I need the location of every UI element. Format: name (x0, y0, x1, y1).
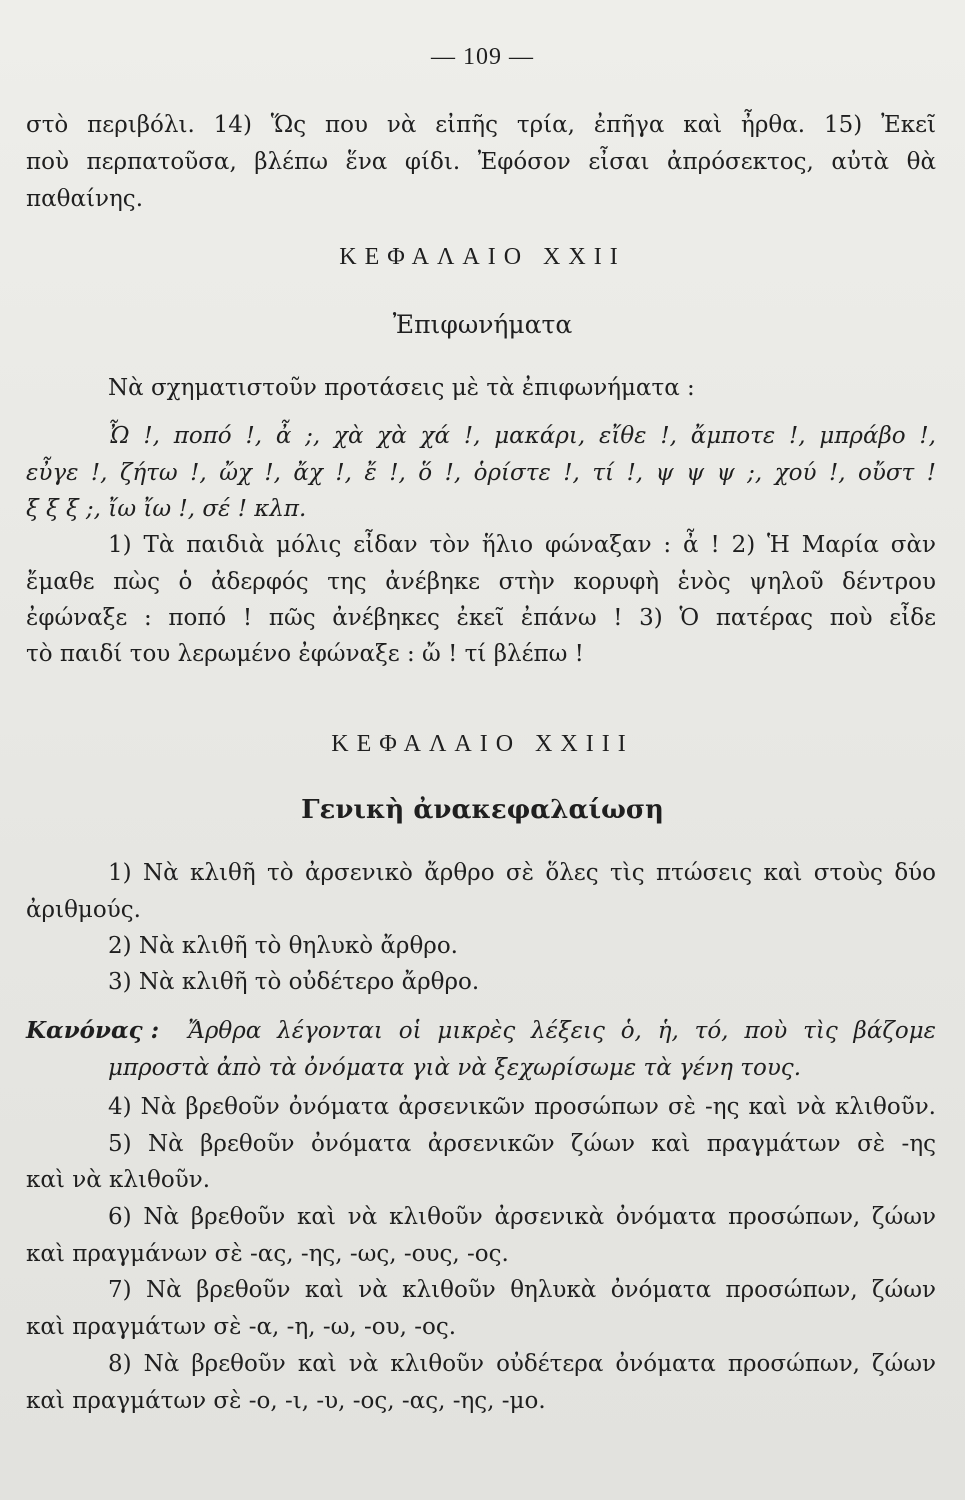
exercise-1-line-1: 1) Νὰ κλιθῆ τὸ ἀρσενικὸ ἄρθρο σὲ ὅλες τὶς πτώσεις καὶ στοὺς δύο (108, 860, 936, 886)
interjection-line-2: εὖγε !, ζήτω !, ὤχ !, ἄχ !, ἔ !, ὅ !, ὁρίστε !, τί !, ψ ψ ψ ;, χού !, οὔστ ! (26, 460, 936, 486)
intro-line-1: στὸ περιβόλι. 14) Ὥς που νὰ εἰπῆς τρία, ἐπῆγα καὶ ἦρθα. 15) Ἐκεῖ (26, 112, 936, 138)
rule-line-2: μπροστὰ ἀπὸ τὰ ὀνόματα γιὰ νὰ ξεχωρίσωμε τὰ γένη τους. (108, 1055, 801, 1081)
exercise-2: 2) Νὰ κλιθῆ τὸ θηλυκὸ ἄρθρο. (108, 933, 458, 959)
page-number: — 109 — (431, 44, 534, 70)
exercise-7-line-1: 7) Νὰ βρεθοῦν καὶ νὰ κλιθοῦν θηλυκὰ ὀνόματα προσώπων, ζώων (108, 1277, 936, 1303)
chapter-22-instruction: Νὰ σχηματιστοῦν προτάσεις μὲ τὰ ἐπιφωνήματα : (108, 375, 695, 401)
interjection-line-1: Ὦ !, ποπό !, ἆ ;, χὰ χὰ χά !, μακάρι, εἴθε !, ἄμποτε !, μπράβο !, (108, 423, 936, 449)
exercise-4: 4) Νὰ βρεθοῦν ὀνόματα ἀρσενικῶν προσώπων σὲ -ης καὶ νὰ κλιθοῦν. (108, 1094, 936, 1120)
exercise-8-line-1: 8) Νὰ βρεθοῦν καὶ νὰ κλιθοῦν οὐδέτερα ὀνόματα προσώπων, ζώων (108, 1351, 936, 1377)
interjection-line-3: ξ ξ ξ ;, ἴω ἴω !, σέ ! κλπ. (26, 496, 307, 522)
example-line-2: ἔμαθε πὼς ὁ ἀδερφός της ἀνέβηκε στὴν κορυφὴ ἑνὸς ψηλοῦ δέντρου (26, 569, 936, 595)
example-line-1: 1) Τὰ παιδιὰ μόλις εἶδαν τὸν ἥλιο φώναξαν : ἆ ! 2) Ἡ Μαρία σὰν (108, 532, 936, 558)
chapter-22-heading: ΚΕΦΑΛΑΙΟ XXII (339, 244, 626, 270)
example-line-3: ἐφώναξε : ποπό ! πῶς ἀνέβηκες ἐκεῖ ἐπάνω ! 3) Ὁ πατέρας ποὺ εἶδε (26, 605, 936, 631)
exercise-6-line-2: καὶ πραγμάνων σὲ -ας, -ης, -ως, -ους, -ος. (26, 1241, 509, 1267)
chapter-23-title: Γενικὴ ἀνακεφαλαίωση (301, 795, 664, 825)
chapter-22-title: Ἐπιφωνήματα (392, 310, 573, 339)
exercise-6-line-1: 6) Νὰ βρεθοῦν καὶ νὰ κλιθοῦν ἀρσενικὰ ὀνόματα προσώπων, ζώων (108, 1204, 936, 1230)
exercise-3: 3) Νὰ κλιθῆ τὸ οὐδέτερο ἄρθρο. (108, 969, 480, 995)
example-line-4: τὸ παιδί του λερωμένο ἐφώναξε : ὤ ! τί βλέπω ! (26, 641, 584, 667)
rule-line-1: Ἄρθρα λέγονται οἱ μικρὲς λέξεις ὁ, ἡ, τό, ποὺ τὶς βάζομε (188, 1018, 936, 1044)
exercise-8-line-2: καὶ πραγμάτων σὲ -ο, -ι, -υ, -ος, -ας, -ης, -μο. (26, 1388, 546, 1414)
exercise-7-line-2: καὶ πραγμάτων σὲ -α, -η, -ω, -ου, -ος. (26, 1314, 457, 1340)
intro-line-2: ποὺ περπατοῦσα, βλέπω ἕνα φίδι. Ἐφόσον εἶσαι ἀπρόσεκτος, αὐτὰ θὰ (26, 149, 936, 175)
chapter-23-heading: ΚΕΦΑΛΑΙΟ XXIII (331, 731, 634, 757)
intro-line-3: παθαίνης. (26, 186, 143, 212)
exercise-5-line-2: καὶ νὰ κλιθοῦν. (26, 1167, 210, 1193)
exercise-5-line-1: 5) Νὰ βρεθοῦν ὀνόματα ἀρσενικῶν ζώων καὶ πραγμάτων σὲ -ης (108, 1131, 936, 1157)
rule-label: Κανόνας : (26, 1017, 160, 1044)
exercise-1-line-2: ἀριθμούς. (26, 897, 141, 923)
